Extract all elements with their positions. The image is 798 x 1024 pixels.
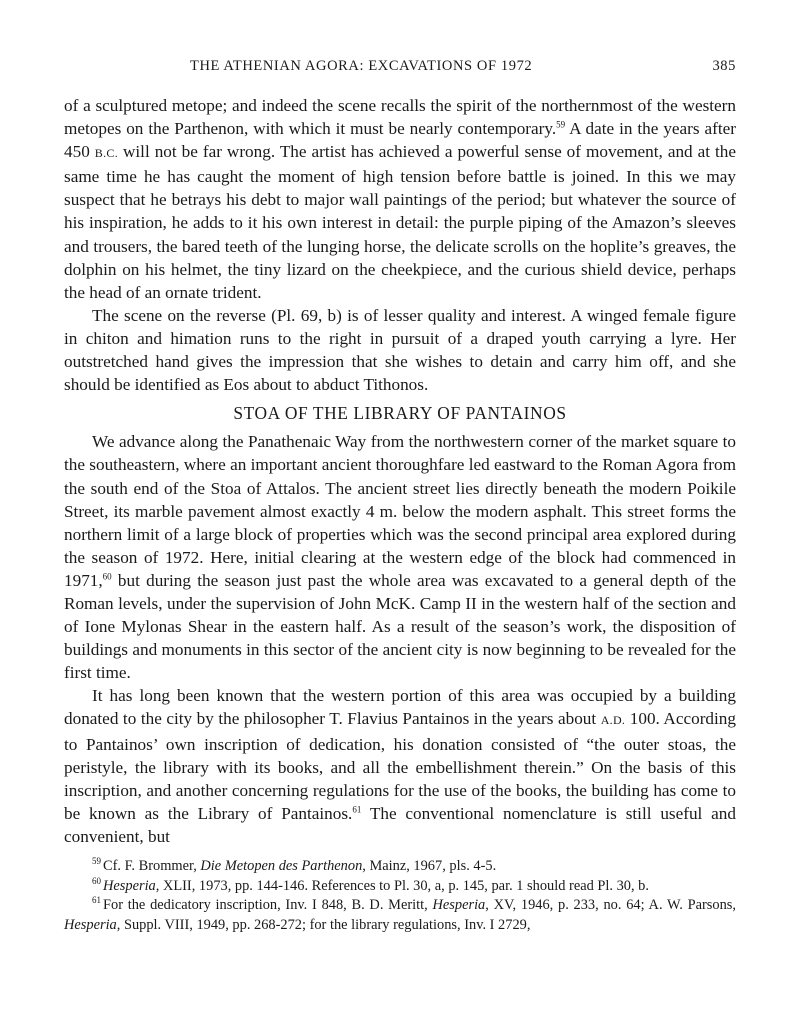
page-number: 385 (712, 58, 736, 74)
paragraph-metope (64, 94, 736, 304)
paragraph-text: but during the season just past the whole area was excavated to a general depth of the Roman levels, under the supervision of John McK. Camp II in the western half of the section and of Ione Mylonas Shear in the eastern half. As a result of the season’s work, the disposition of buildings and monuments in this sector of the ancient city is now beginning to be revealed for the first time. (64, 570, 736, 683)
footnote-text: , XLII, 1973, pp. 144-146. References to Pl. 30, a, p. 145, par. 1 should read Pl. 30, b. (155, 877, 649, 894)
page (64, 58, 736, 935)
paragraph-text: We advance along the Panathenaic Way from the northwestern corner of the market square to the southeastern, where an important ancient thoroughfare led eastward to the Roman Agora from the south end of the Stoa of Attalos. The ancient street lies directly beneath the modern Poikile Street, its marble pavement almost exactly 4 m. below the modern asphalt. This street forms the northern limit of a large block of properties which was the second principal area explored during the season of 1972. Here, initial clearing at the western edge of the block had commenced in 1971, (64, 432, 736, 590)
era-abbreviation: A.D. (600, 713, 626, 728)
paragraph-panathenaic-way (64, 430, 736, 684)
paragraph-text: It has long been known that the western portion of this area was occupied by a building donated to the city by the philosopher T. Flavius Pantainos in the years about (64, 686, 736, 729)
paragraph-text: The scene on the reverse (Pl. 69, b) is of lesser quality and interest. A winged female figure in chiton and himation runs to the right in pursuit of a draped youth carrying a lyre. Her outstretched hand gives the impression that she wishes to detain and carry him off, and she should be identified as Eos about to abduct Tithonos. (64, 305, 736, 395)
paragraph-text: of a sculptured metope; and indeed the scene recalls the spirit of the northernmost of the western metopes on the Parthenon, with which it must be nearly contemporary. (64, 96, 736, 139)
paragraph-text: The conventional nomenclature is still useful and convenient, but (64, 803, 736, 846)
section-heading: STOA OF THE LIBRARY OF PANTAINOS (233, 403, 567, 424)
footnote-text: , Suppl. VIII, 1949, pp. 268-272; for the library regulations, Inv. I 2729, (116, 916, 531, 933)
paragraph-reverse-scene (64, 304, 736, 396)
footnote-61 (64, 896, 736, 935)
paragraph-text: will not be far wrong. The artist has achieved a powerful sense of movement, and at the same time he has caught the moment of high tension before battle is joined. In this we may suspect that he betrays his debt to major wall paintings of the period; but whatever the source of his inspiration, he adds to it his own interest in detail: the purple piping of the Amazon’s sleeves and trousers, the bared teeth of the lunging horse, the delicate scrolls on the hoplite’s greaves, the dolphin on his helmet, the tiny lizard on the cheekpiece, and the curious shield device, perhaps the head of an ornate trident. (64, 142, 737, 302)
footnote-text: Cf. F. Brommer, (103, 858, 201, 874)
body-text (64, 94, 736, 848)
running-header (64, 58, 736, 82)
footnote-59 (64, 857, 736, 877)
footnote-number: 60 (92, 875, 101, 886)
footnote-ref-59[interactable]: 59 (556, 119, 566, 130)
footnote-title: Hesperia (64, 916, 117, 933)
running-title: THE ATHENIAN AGORA: EXCAVATIONS OF 1972 (190, 58, 533, 74)
footnote-60 (64, 877, 736, 897)
footnote-title: Hesperia (103, 877, 156, 894)
footnote-number: 59 (92, 856, 101, 867)
era-abbreviation: B.C. (94, 146, 118, 161)
footnote-text: , XV, 1946, p. 233, no. 64; A. W. Parsons, (485, 897, 736, 914)
paragraph-text: 100. According to Pantainos’ own inscription of dedication, his donation consisted of “the outer stoas, the peristyle, the library with its books, and all the embellishment therein.” On the basis of this inscription, and another concerning regulations for the use of the books, the building has come to be known as the Library of Pantainos. (64, 709, 736, 823)
footnotes (64, 857, 736, 935)
footnote-ref-61[interactable]: 61 (352, 804, 362, 815)
footnote-title: Die Metopen des Parthenon (200, 858, 363, 874)
footnote-text: For the dedicatory inscription, Inv. I 848, B. D. Meritt, (103, 897, 433, 914)
footnote-ref-60[interactable]: 60 (102, 571, 112, 582)
footnote-title: Hesperia (432, 897, 486, 914)
footnote-number: 61 (92, 895, 101, 906)
paragraph-text: A date in the years after 450 (64, 119, 737, 162)
footnote-text: , Mainz, 1967, pls. 4-5. (362, 858, 497, 874)
paragraph-pantainos (64, 684, 736, 848)
